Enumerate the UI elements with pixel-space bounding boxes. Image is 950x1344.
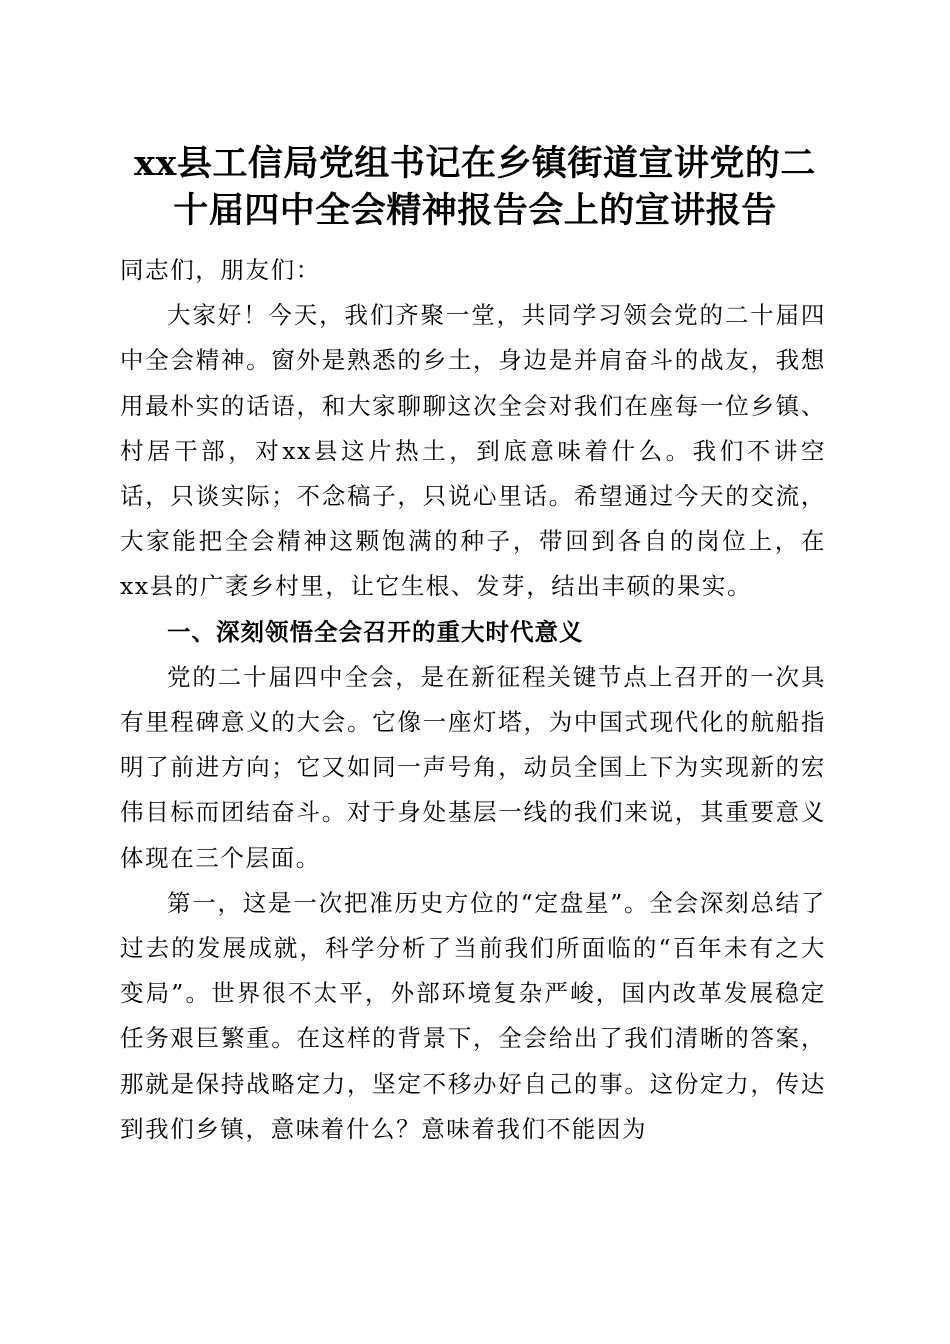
salutation: 同志们，朋友们： bbox=[120, 256, 321, 284]
document-body bbox=[120, 248, 826, 1152]
section-heading: 一、深刻领悟全会召开的重大时代意义 bbox=[167, 617, 584, 646]
paragraph-section-intro: 党的二十届四中全会，是在新征程关键节点上召开的一次具有里程碑意义的大会。它像一座灯塔，为中国式现代化的航船指明了前进方向；它又如同一声号角，动员全国上下为实现新的宏伟目标而团结奋斗。对于身处基层一线的我们来说，其重要意义体现在三个层面。 bbox=[120, 662, 826, 872]
document-title: xx县工信局党组书记在乡镇街道宣讲党的二十届四中全会精神报告会上的宣讲报告 bbox=[134, 143, 816, 231]
paragraph-point-one: 第一，这是一次把准历史方位的“定盘星”。全会深刻总结了过去的发展成就，科学分析了当前我们所面临的“百年未有之大变局”。世界很不太平，外部环境复杂严峻，国内改革发展稳定任务艰巨繁重。在这样的背景下，全会给出了我们清晰的答案，那就是保持战略定力，坚定不移办好自己的事。这份定力，传达到我们乡镇，意味着什么？意味着我们不能因为 bbox=[120, 888, 826, 1143]
paragraph-opening: 大家好！今天，我们齐聚一堂，共同学习领会党的二十届四中全会精神。窗外是熟悉的乡土，身边是并肩奋斗的战友，我想用最朴实的话语，和大家聊聊这次全会对我们在座每一位乡镇、村居干部，对xx县这片热土，到底意味着什么。我们不讲空话，只谈实际；不念稿子，只说心里话。希望通过今天的交流，大家能把全会精神这颗饱满的种子，带回到各自的岗位上，在xx县的广袤乡村里，让它生根、发芽，结出丰硕的果实。 bbox=[120, 301, 826, 601]
